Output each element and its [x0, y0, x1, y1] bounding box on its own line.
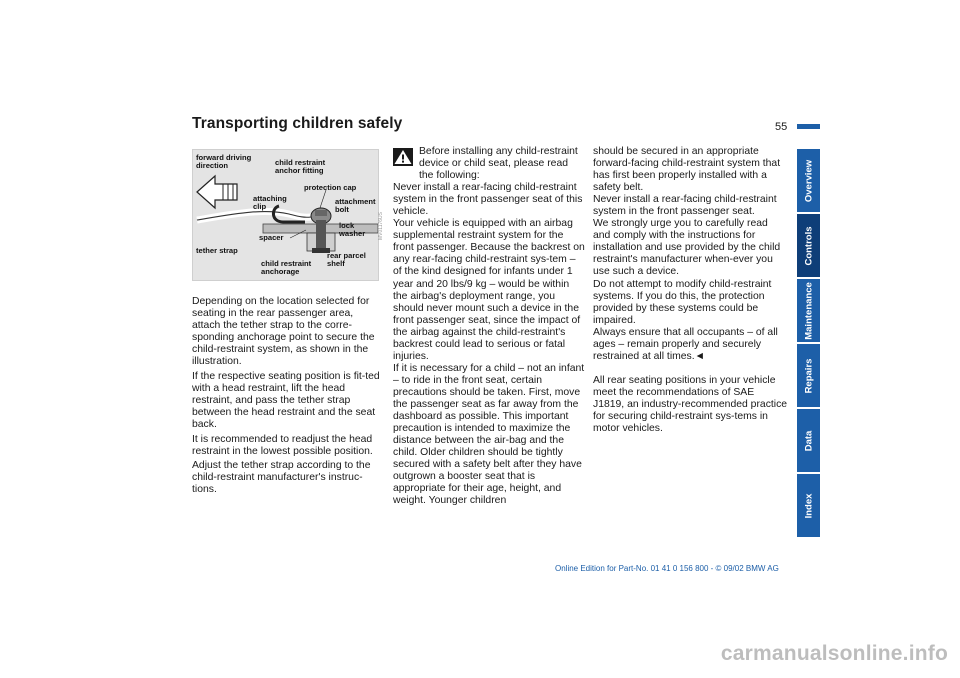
- figure-code: MV01176US: [378, 212, 384, 240]
- paragraph: It is recommended to readjust the head restraint in the lowest possible position.: [192, 433, 373, 457]
- tab-controls[interactable]: [797, 214, 820, 277]
- tab-overview[interactable]: [797, 149, 820, 212]
- column-right: [593, 146, 788, 435]
- label-attaching-clip: attaching clip: [253, 194, 287, 212]
- tab-data[interactable]: [797, 409, 820, 472]
- page-title: Transporting children safely: [192, 115, 403, 132]
- paragraph: We strongly urge you to carefully read and comply with the instructions for installation and use provided by the child restraint's manufacturer when-ever you use such a device.: [593, 218, 781, 278]
- column-middle: [393, 146, 585, 507]
- label-attachment-bolt: attachment bolt: [335, 197, 376, 215]
- warning-triangle-icon: [393, 148, 413, 166]
- label-tether-strap: tether strap: [196, 246, 238, 255]
- paragraph: All rear seating positions in your vehicle meet the recommendations of SAE J1819, an industry-recommended practice for securing child-restraint sys-tems in motor vehicles.: [593, 374, 788, 435]
- chapter-tabs: [797, 149, 820, 539]
- paragraph: Do not attempt to modify child-restraint systems. If you do this, the protection provided by these systems could be impaired.: [593, 278, 772, 326]
- page-number: 55: [775, 121, 788, 133]
- label-anchorage: child restraint anchorage: [261, 259, 312, 277]
- tab-label: Controls: [803, 225, 814, 266]
- tab-label: Maintenance: [803, 281, 814, 340]
- tab-label: Data: [803, 430, 814, 451]
- paragraph: If it is necessary for a child – not an infant – to ride in the front seat, certain precautions should be taken. First, move the passenger seat as far away from the dashboard as possible. This important precaution is intended to maximize the distance between the air-bag and the child. Older children should be tightly secured with a safety belt after they have outgrown a booster seat that is appropriate for their age, height, and weight. Younger children: [393, 362, 585, 507]
- paragraph: Your vehicle is equipped with an airbag supplemental restraint system for the front passenger. Because the backrest on any rear-facing child-restraint sys-tem – of the kind designed for infants under 1 year and 20 lbs/9 kg – would be within the airbag's deployment range, you should never mount such a device in the front passenger seat, since the impact of the airbag against the child-restraint's backrest could lead to serious or fatal injuries.: [393, 218, 585, 362]
- label-protection-cap: protection cap: [304, 183, 357, 192]
- footer-edition: Online Edition for Part-No. 01 41 0 156 800 - © 09/02 BMW AG: [555, 564, 779, 573]
- paragraph: If the respective seating position is fit-ted with a head restraint, lift the head restraint, and pass the tether strap between the head restraint and the seat back.: [192, 370, 380, 431]
- label-lock-washer: lock washer: [339, 221, 366, 239]
- column-left: [192, 296, 382, 499]
- tab-label: Repairs: [803, 358, 814, 393]
- paragraph: Never install a rear-facing child-restraint system in the front passenger seat.: [593, 194, 777, 218]
- watermark: carmanualsonline.info: [720, 642, 948, 665]
- label-forward-driving-direction: forward driving direction: [196, 153, 252, 171]
- direction-arrow-icon: [197, 176, 237, 208]
- tether-strap-illustration: [192, 149, 379, 281]
- warning-intro: Before installing any child-restraint device or child seat, please read the following:: [419, 146, 578, 182]
- tab-index[interactable]: [797, 474, 820, 537]
- label-spacer: spacer: [259, 233, 284, 242]
- paragraph: Always ensure that all occupants – of all ages – remain properly and securely restrained at all times.◄: [593, 326, 778, 362]
- paragraph: Depending on the location selected for seating in the rear passenger area, attach the tether strap to the corre-sponding anchorage point to secure the child-restraint system, as shown in the illustration.: [192, 296, 375, 368]
- page-number-bar: [797, 124, 820, 129]
- label-anchor-fitting: child restraint anchor fitting: [275, 158, 326, 176]
- paragraph: should be secured in an appropriate forward-facing child-restraint system that has first been properly installed with a safety belt.: [593, 146, 781, 194]
- paragraph: Never install a rear-facing child-restraint system in the front passenger seat of this vehicle.: [393, 182, 583, 218]
- paragraph: Adjust the tether strap according to the child-restraint manufacturer's instruc-tions.: [192, 460, 371, 496]
- tab-repairs[interactable]: [797, 344, 820, 407]
- label-rear-parcel-shelf: rear parcel shelf: [327, 251, 366, 269]
- tab-label: Index: [803, 493, 814, 518]
- tab-label: Overview: [803, 159, 814, 202]
- tab-maintenance[interactable]: [797, 279, 820, 342]
